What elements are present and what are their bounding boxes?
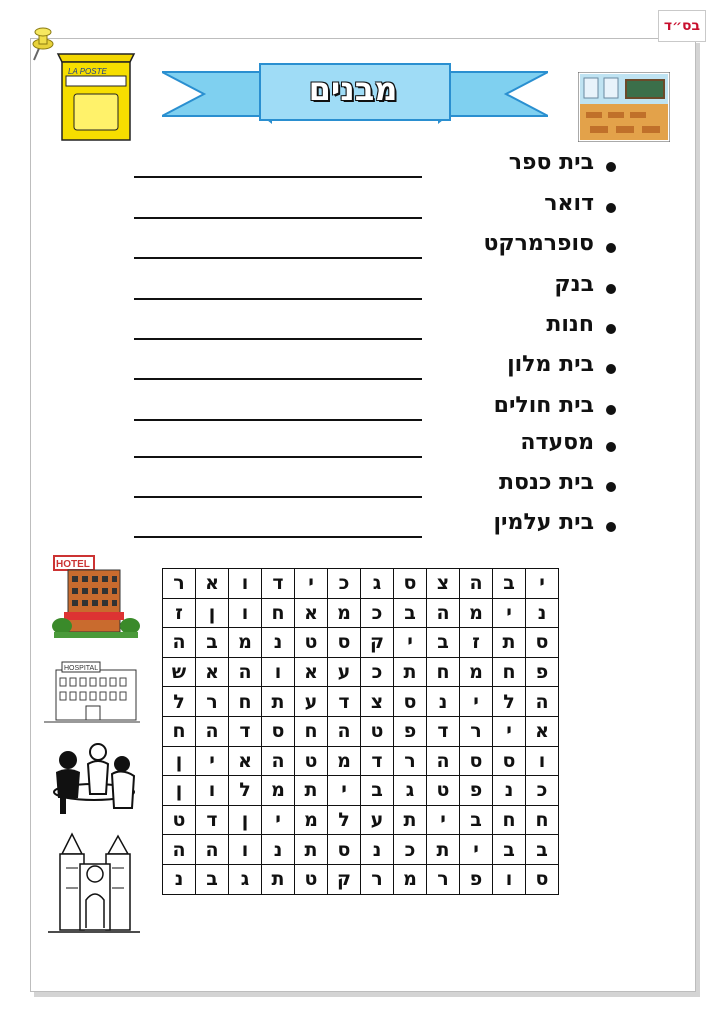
grid-cell[interactable]: ח: [493, 657, 526, 687]
synagogue-image: [46, 828, 142, 936]
bullet-icon: [606, 243, 616, 253]
grid-cell[interactable]: ר: [460, 716, 493, 746]
grid-row: [163, 835, 559, 865]
grid-cell[interactable]: ע: [328, 657, 361, 687]
grid-cell[interactable]: ו: [262, 657, 295, 687]
restaurant-image: [48, 738, 140, 818]
word-row: [134, 508, 620, 546]
grid-cell[interactable]: ו: [526, 746, 559, 776]
grid-cell[interactable]: י: [196, 746, 229, 776]
grid-cell[interactable]: ל: [163, 687, 196, 717]
grid-cell[interactable]: צ: [427, 569, 460, 599]
bullet-icon: [606, 442, 616, 452]
word-row: [134, 148, 620, 186]
hotel-sign-text: HOTEL: [56, 559, 90, 570]
grid-cell[interactable]: פ: [394, 716, 427, 746]
grid-cell[interactable]: מ: [262, 776, 295, 806]
grid-cell[interactable]: י: [295, 569, 328, 599]
grid-cell[interactable]: כ: [328, 569, 361, 599]
grid-cell[interactable]: ה: [526, 687, 559, 717]
grid-cell[interactable]: ה: [196, 835, 229, 865]
grid-cell[interactable]: א: [295, 598, 328, 628]
word-row: [134, 310, 620, 348]
bullet-icon: [606, 203, 616, 213]
grid-cell[interactable]: ס: [262, 716, 295, 746]
grid-cell[interactable]: צ: [361, 687, 394, 717]
answer-line[interactable]: [134, 257, 422, 259]
grid-cell[interactable]: ע: [295, 687, 328, 717]
grid-cell[interactable]: ב: [526, 835, 559, 865]
grid-cell[interactable]: ג: [394, 776, 427, 806]
grid-cell[interactable]: ג: [361, 569, 394, 599]
grid-row: [163, 569, 559, 599]
mailbox-image: [56, 50, 136, 142]
grid-cell[interactable]: ת: [493, 628, 526, 658]
word-label: סופרמרקט: [483, 231, 594, 256]
grid-cell[interactable]: ט: [163, 805, 196, 835]
grid-cell[interactable]: נ: [427, 687, 460, 717]
grid-cell[interactable]: י: [493, 716, 526, 746]
grid-cell[interactable]: ז: [460, 628, 493, 658]
grid-cell[interactable]: ו: [229, 835, 262, 865]
bullet-icon: [606, 405, 616, 415]
grid-cell[interactable]: ו: [196, 776, 229, 806]
grid-cell[interactable]: נ: [262, 628, 295, 658]
answer-line[interactable]: [134, 217, 422, 219]
word-row: [134, 189, 620, 227]
grid-cell[interactable]: ת: [295, 835, 328, 865]
grid-cell[interactable]: ח: [262, 598, 295, 628]
answer-line[interactable]: [134, 536, 422, 538]
grid-cell[interactable]: ח: [427, 657, 460, 687]
corner-mark: בס״ד: [658, 10, 706, 42]
grid-cell[interactable]: ט: [295, 628, 328, 658]
grid-cell[interactable]: ן: [229, 805, 262, 835]
hospital-image: [42, 652, 142, 728]
grid-cell[interactable]: ס: [394, 687, 427, 717]
grid-cell[interactable]: ר: [361, 864, 394, 894]
grid-cell[interactable]: ג: [229, 864, 262, 894]
grid-cell[interactable]: מ: [460, 598, 493, 628]
word-label: בית חולים: [493, 393, 594, 418]
mailbox-label: LA POSTE: [68, 67, 107, 76]
grid-cell[interactable]: ק: [361, 628, 394, 658]
grid-cell[interactable]: ה: [427, 598, 460, 628]
grid-cell[interactable]: נ: [163, 864, 196, 894]
grid-cell[interactable]: כ: [361, 598, 394, 628]
grid-cell[interactable]: ד: [427, 716, 460, 746]
grid-cell[interactable]: מ: [328, 598, 361, 628]
grid-cell[interactable]: י: [460, 835, 493, 865]
grid-cell[interactable]: מ: [328, 746, 361, 776]
grid-cell[interactable]: ר: [196, 687, 229, 717]
grid-row: [163, 716, 559, 746]
bullet-icon: [606, 284, 616, 294]
grid-cell[interactable]: ב: [493, 569, 526, 599]
page-title: מבנים: [308, 70, 398, 108]
word-label: מסעדה: [520, 430, 594, 455]
grid-cell[interactable]: ב: [361, 776, 394, 806]
word-row: [134, 391, 620, 429]
grid-cell[interactable]: ה: [427, 746, 460, 776]
grid-cell[interactable]: י: [394, 628, 427, 658]
answer-line[interactable]: [134, 496, 422, 498]
grid-cell[interactable]: י: [328, 776, 361, 806]
word-search-grid: [162, 568, 559, 895]
grid-cell[interactable]: ט: [295, 746, 328, 776]
grid-cell[interactable]: י: [493, 598, 526, 628]
grid-cell[interactable]: א: [196, 569, 229, 599]
grid-cell[interactable]: ס: [526, 864, 559, 894]
word-label: בית מלון: [507, 352, 594, 377]
grid-cell[interactable]: ה: [262, 746, 295, 776]
word-row: [134, 270, 620, 308]
grid-cell[interactable]: נ: [526, 598, 559, 628]
word-label: בית ספר: [508, 150, 594, 175]
grid-cell[interactable]: ד: [196, 805, 229, 835]
grid-cell[interactable]: ט: [361, 716, 394, 746]
grid-cell[interactable]: ל: [229, 776, 262, 806]
bullet-icon: [606, 482, 616, 492]
grid-cell[interactable]: ב: [394, 598, 427, 628]
grid-cell[interactable]: נ: [361, 835, 394, 865]
grid-cell[interactable]: א: [229, 746, 262, 776]
grid-cell[interactable]: נ: [493, 776, 526, 806]
word-label: בנק: [554, 272, 594, 297]
grid-cell[interactable]: ל: [328, 805, 361, 835]
word-row: [134, 428, 620, 466]
answer-line[interactable]: [134, 176, 422, 178]
grid-cell[interactable]: א: [295, 657, 328, 687]
grid-cell[interactable]: ן: [163, 746, 196, 776]
grid-cell[interactable]: ה: [229, 657, 262, 687]
grid-row: [163, 864, 559, 894]
grid-cell[interactable]: ח: [295, 716, 328, 746]
grid-row: [163, 805, 559, 835]
grid-cell[interactable]: ר: [163, 569, 196, 599]
grid-cell[interactable]: כ: [361, 657, 394, 687]
grid-cell[interactable]: פ: [460, 864, 493, 894]
grid-cell[interactable]: ו: [229, 569, 262, 599]
grid-cell[interactable]: ק: [328, 864, 361, 894]
grid-cell[interactable]: מ: [295, 805, 328, 835]
grid-cell[interactable]: ה: [163, 835, 196, 865]
grid-cell[interactable]: ת: [262, 687, 295, 717]
grid-cell[interactable]: מ: [394, 864, 427, 894]
grid-cell[interactable]: ת: [394, 805, 427, 835]
word-row: [134, 229, 620, 267]
grid-cell[interactable]: ס: [394, 569, 427, 599]
grid-cell[interactable]: ח: [493, 805, 526, 835]
grid-row: [163, 628, 559, 658]
grid-cell[interactable]: ס: [328, 628, 361, 658]
grid-cell[interactable]: ה: [328, 716, 361, 746]
grid-cell[interactable]: ת: [262, 864, 295, 894]
grid-cell[interactable]: פ: [526, 657, 559, 687]
hospital-sign-text: HOSPITAL: [64, 665, 99, 672]
grid-cell[interactable]: א: [196, 657, 229, 687]
grid-cell[interactable]: ח: [526, 805, 559, 835]
grid-cell[interactable]: ה: [196, 716, 229, 746]
bullet-icon: [606, 522, 616, 532]
word-label: דואר: [544, 191, 594, 216]
grid-cell[interactable]: ה: [460, 569, 493, 599]
word-label: בית כנסת: [499, 470, 594, 495]
answer-line[interactable]: [134, 378, 422, 380]
grid-row: [163, 657, 559, 687]
grid-cell[interactable]: ת: [295, 776, 328, 806]
grid-cell[interactable]: ת: [427, 835, 460, 865]
grid-cell[interactable]: ד: [262, 569, 295, 599]
grid-cell[interactable]: א: [526, 716, 559, 746]
word-label: חנות: [546, 312, 594, 337]
grid-cell[interactable]: פ: [460, 776, 493, 806]
grid-cell[interactable]: נ: [262, 835, 295, 865]
grid-cell[interactable]: י: [427, 805, 460, 835]
grid-cell[interactable]: ס: [493, 746, 526, 776]
grid-cell[interactable]: ד: [361, 746, 394, 776]
grid-cell[interactable]: ז: [163, 598, 196, 628]
grid-cell[interactable]: ל: [493, 687, 526, 717]
answer-line[interactable]: [134, 298, 422, 300]
grid-cell[interactable]: ר: [427, 864, 460, 894]
grid-row: [163, 598, 559, 628]
grid-cell[interactable]: ס: [526, 628, 559, 658]
grid-cell[interactable]: ט: [427, 776, 460, 806]
grid-cell[interactable]: ב: [196, 864, 229, 894]
grid-cell[interactable]: מ: [229, 628, 262, 658]
grid-cell[interactable]: ח: [163, 716, 196, 746]
grid-cell[interactable]: ת: [394, 657, 427, 687]
bullet-icon: [606, 324, 616, 334]
grid-cell[interactable]: י: [526, 569, 559, 599]
grid-cell[interactable]: ו: [229, 598, 262, 628]
word-label: בית עלמין: [493, 510, 594, 535]
classroom-image: [578, 72, 670, 142]
bullet-icon: [606, 364, 616, 374]
grid-cell[interactable]: ס: [460, 746, 493, 776]
grid-cell[interactable]: ר: [394, 746, 427, 776]
hotel-image: [50, 552, 142, 644]
grid-cell[interactable]: ס: [328, 835, 361, 865]
grid-cell[interactable]: כ: [526, 776, 559, 806]
grid-row: [163, 776, 559, 806]
grid-cell[interactable]: ד: [328, 687, 361, 717]
grid-cell[interactable]: מ: [460, 657, 493, 687]
grid-cell[interactable]: י: [460, 687, 493, 717]
grid-cell[interactable]: ן: [163, 776, 196, 806]
bullet-icon: [606, 162, 616, 172]
answer-line[interactable]: [134, 338, 422, 340]
grid-cell[interactable]: י: [262, 805, 295, 835]
grid-cell[interactable]: ט: [295, 864, 328, 894]
grid-cell[interactable]: ו: [493, 864, 526, 894]
grid-cell[interactable]: ה: [163, 628, 196, 658]
grid-row: [163, 687, 559, 717]
grid-cell[interactable]: ע: [361, 805, 394, 835]
grid-cell[interactable]: ב: [460, 805, 493, 835]
word-row: [134, 468, 620, 506]
grid-cell[interactable]: ב: [493, 835, 526, 865]
grid-row: [163, 746, 559, 776]
grid-cell[interactable]: כ: [394, 835, 427, 865]
answer-line[interactable]: [134, 419, 422, 421]
grid-cell[interactable]: ב: [427, 628, 460, 658]
grid-cell[interactable]: ש: [163, 657, 196, 687]
word-row: [134, 350, 620, 388]
grid-cell[interactable]: ב: [196, 628, 229, 658]
pushpin-icon: [30, 26, 58, 62]
grid-cell[interactable]: ח: [229, 687, 262, 717]
grid-cell[interactable]: ד: [229, 716, 262, 746]
answer-line[interactable]: [134, 456, 422, 458]
grid-cell[interactable]: ן: [196, 598, 229, 628]
